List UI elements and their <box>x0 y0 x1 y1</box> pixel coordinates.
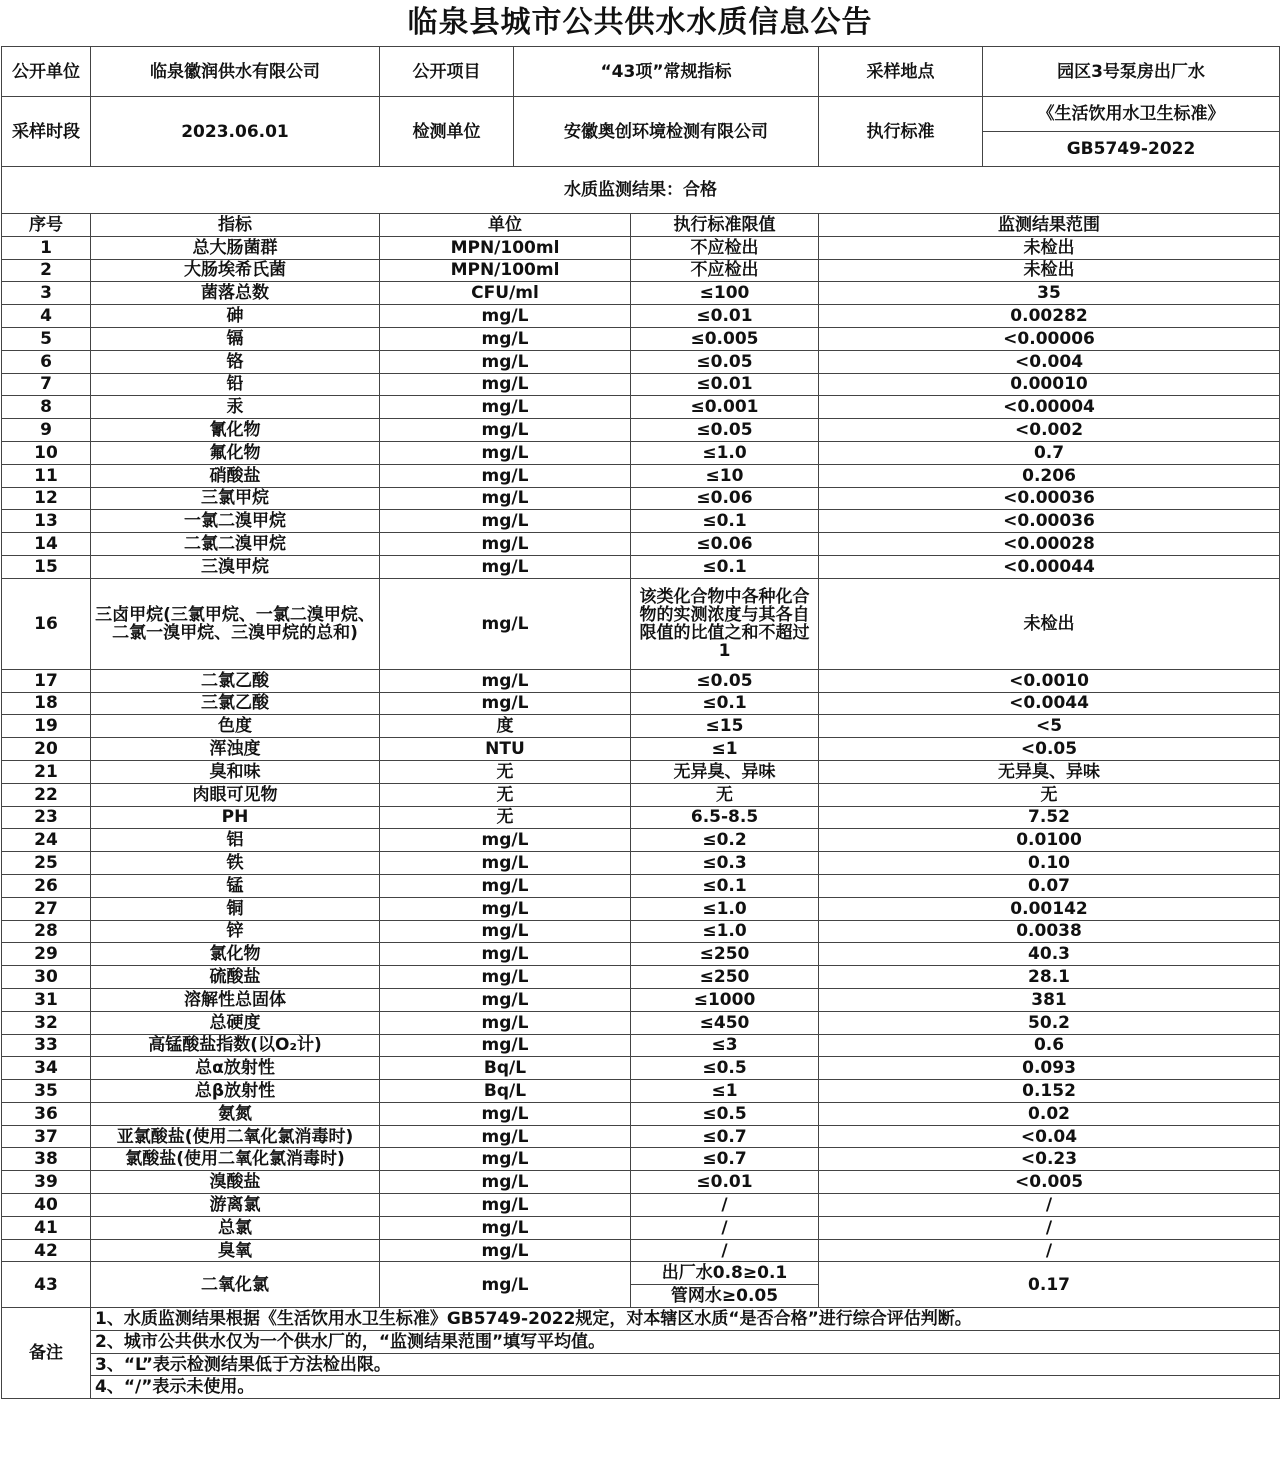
row-limit: ≤0.01 <box>631 305 819 328</box>
row-unit: NTU <box>380 738 631 761</box>
row-unit: mg/L <box>380 419 631 442</box>
table-row <box>2 396 1280 419</box>
row-unit: mg/L <box>380 852 631 875</box>
row-result: <0.23 <box>819 1148 1280 1171</box>
row-result: <0.00036 <box>819 487 1280 510</box>
row-indicator: 三卤甲烷(三氯甲烷、一氯二溴甲烷、二氯一溴甲烷、三溴甲烷的总和) <box>91 578 380 669</box>
table-row <box>2 1011 1280 1034</box>
row-limit: ≤250 <box>631 943 819 966</box>
table-row <box>2 578 1280 669</box>
row-indicator: 三溴甲烷 <box>91 555 380 578</box>
row-unit: mg/L <box>380 578 631 669</box>
row-limit: 该类化合物中各种化合物的实测浓度与其各自限值的比值之和不超过1 <box>631 578 819 669</box>
unit-label: 公开单位 <box>2 47 91 97</box>
info-row-1 <box>2 47 1280 97</box>
row-result: <0.004 <box>819 350 1280 373</box>
table-row <box>2 1171 1280 1194</box>
table-row <box>2 1080 1280 1103</box>
row-no: 11 <box>2 464 91 487</box>
row-unit: mg/L <box>380 897 631 920</box>
table-row <box>2 806 1280 829</box>
table-row <box>2 669 1280 692</box>
row-result: 未检出 <box>819 259 1280 282</box>
table-row <box>2 327 1280 350</box>
row-no: 7 <box>2 373 91 396</box>
row-result: 0.6 <box>819 1034 1280 1057</box>
row-unit: 度 <box>380 715 631 738</box>
row-no: 40 <box>2 1194 91 1217</box>
row-no: 26 <box>2 874 91 897</box>
row-unit: 无 <box>380 760 631 783</box>
table-row <box>2 350 1280 373</box>
row-limit: ≤1000 <box>631 988 819 1011</box>
table-row <box>2 1262 1280 1285</box>
row-result: <0.00036 <box>819 510 1280 533</box>
row-unit: MPN/100ml <box>380 236 631 259</box>
row-no: 35 <box>2 1080 91 1103</box>
table-row <box>2 1148 1280 1171</box>
page-title: 临泉县城市公共供水水质信息公告 <box>407 5 873 40</box>
row-no: 25 <box>2 852 91 875</box>
row-limit: ≤10 <box>631 464 819 487</box>
row-indicator: 亚氯酸盐(使用二氧化氯消毒时) <box>91 1125 380 1148</box>
row-no: 43 <box>2 1262 91 1308</box>
row-no: 38 <box>2 1148 91 1171</box>
row-unit: mg/L <box>380 920 631 943</box>
row-unit: 无 <box>380 806 631 829</box>
row-limit: ≤0.005 <box>631 327 819 350</box>
row-indicator: 总大肠菌群 <box>91 236 380 259</box>
row-result: / <box>819 1194 1280 1217</box>
row-limit: ≤0.5 <box>631 1102 819 1125</box>
row-limit: ≤0.05 <box>631 350 819 373</box>
row-no: 22 <box>2 783 91 806</box>
row-no: 28 <box>2 920 91 943</box>
note-row <box>2 1376 1280 1399</box>
row-result: 未检出 <box>819 236 1280 259</box>
row-limit: ≤100 <box>631 282 819 305</box>
row-indicator: 氯化物 <box>91 943 380 966</box>
row-indicator: 氟化物 <box>91 441 380 464</box>
table-row <box>2 1194 1280 1217</box>
site-value: 园区3号泵房出厂水 <box>983 47 1280 97</box>
std-label: 执行标准 <box>819 97 983 167</box>
row-limit: ≤1 <box>631 738 819 761</box>
row-unit: mg/L <box>380 1216 631 1239</box>
table-row <box>2 852 1280 875</box>
row-result: 0.0038 <box>819 920 1280 943</box>
row-result: / <box>819 1216 1280 1239</box>
row-unit: mg/L <box>380 464 631 487</box>
row-no: 34 <box>2 1057 91 1080</box>
table-row <box>2 555 1280 578</box>
row-indicator: 臭和味 <box>91 760 380 783</box>
row-no: 4 <box>2 305 91 328</box>
row-unit: mg/L <box>380 966 631 989</box>
row-result: 50.2 <box>819 1011 1280 1034</box>
row-no: 13 <box>2 510 91 533</box>
row-unit: mg/L <box>380 943 631 966</box>
row-unit: mg/L <box>380 441 631 464</box>
row-indicator: 三氯甲烷 <box>91 487 380 510</box>
table-row <box>2 510 1280 533</box>
row-result: 0.206 <box>819 464 1280 487</box>
row-limit-network: 管网水≥0.05 <box>631 1285 819 1308</box>
row-limit: ≤1 <box>631 1080 819 1103</box>
row-no: 2 <box>2 259 91 282</box>
row-limit: ≤0.3 <box>631 852 819 875</box>
row-limit: 不应检出 <box>631 236 819 259</box>
note-row <box>2 1353 1280 1376</box>
row-result: 0.02 <box>819 1102 1280 1125</box>
row-no: 41 <box>2 1216 91 1239</box>
table-row <box>2 692 1280 715</box>
row-result: 0.17 <box>819 1262 1280 1308</box>
row-result: 35 <box>819 282 1280 305</box>
info-row-2 <box>2 97 1280 132</box>
row-result: <0.00028 <box>819 533 1280 556</box>
table-row <box>2 715 1280 738</box>
row-unit: mg/L <box>380 1102 631 1125</box>
row-unit: mg/L <box>380 829 631 852</box>
row-no: 6 <box>2 350 91 373</box>
row-indicator: 铬 <box>91 350 380 373</box>
row-result: 40.3 <box>819 943 1280 966</box>
row-limit: / <box>631 1239 819 1262</box>
table-row <box>2 305 1280 328</box>
row-result: 0.152 <box>819 1080 1280 1103</box>
row-indicator: 二氯二溴甲烷 <box>91 533 380 556</box>
site-label: 采样地点 <box>819 47 983 97</box>
row-indicator: 溶解性总固体 <box>91 988 380 1011</box>
row-unit: mg/L <box>380 305 631 328</box>
result-line: 水质监测结果：合格 <box>2 167 1280 214</box>
row-result: 0.07 <box>819 874 1280 897</box>
row-indicator: 三氯乙酸 <box>91 692 380 715</box>
row-indicator: 一氯二溴甲烷 <box>91 510 380 533</box>
table-row <box>2 943 1280 966</box>
table-row <box>2 966 1280 989</box>
row-indicator: 总氯 <box>91 1216 380 1239</box>
row-limit: / <box>631 1216 819 1239</box>
row-result: <0.0010 <box>819 669 1280 692</box>
row-indicator: 溴酸盐 <box>91 1171 380 1194</box>
row-unit: mg/L <box>380 1239 631 1262</box>
row-result: <0.005 <box>819 1171 1280 1194</box>
table-row <box>2 236 1280 259</box>
row-limit: ≤0.06 <box>631 487 819 510</box>
row-result: 无 <box>819 783 1280 806</box>
row-indicator: 高锰酸盐指数(以O₂计) <box>91 1034 380 1057</box>
row-limit: ≤450 <box>631 1011 819 1034</box>
note-item: 2、城市公共供水仅为一个供水厂的，“监测结果范围”填写平均值。 <box>91 1330 1280 1353</box>
row-indicator: 游离氯 <box>91 1194 380 1217</box>
row-indicator: 臭氧 <box>91 1239 380 1262</box>
row-limit: ≤0.7 <box>631 1125 819 1148</box>
row-indicator: 氰化物 <box>91 419 380 442</box>
table-row <box>2 897 1280 920</box>
row-result: <0.04 <box>819 1125 1280 1148</box>
table-row <box>2 738 1280 761</box>
note-row <box>2 1330 1280 1353</box>
row-indicator: PH <box>91 806 380 829</box>
row-no: 1 <box>2 236 91 259</box>
row-indicator: 肉眼可见物 <box>91 783 380 806</box>
table-row <box>2 1102 1280 1125</box>
water-quality-table <box>1 46 1280 1399</box>
row-result: 0.0100 <box>819 829 1280 852</box>
row-indicator: 二氯乙酸 <box>91 669 380 692</box>
row-unit: mg/L <box>380 692 631 715</box>
table-row <box>2 282 1280 305</box>
row-limit: ≤1.0 <box>631 441 819 464</box>
row-limit: ≤0.1 <box>631 874 819 897</box>
time-label: 采样时段 <box>2 97 91 167</box>
row-result: <0.00004 <box>819 396 1280 419</box>
row-indicator: 氯酸盐(使用二氧化氯消毒时) <box>91 1148 380 1171</box>
row-unit: mg/L <box>380 327 631 350</box>
note-item: 4、“/”表示未使用。 <box>91 1376 1280 1399</box>
item-value: “43项”常规指标 <box>514 47 819 97</box>
row-no: 39 <box>2 1171 91 1194</box>
row-limit: ≤15 <box>631 715 819 738</box>
table-row <box>2 464 1280 487</box>
row-no: 32 <box>2 1011 91 1034</box>
row-limit: 无异臭、异味 <box>631 760 819 783</box>
row-limit: ≤0.01 <box>631 1171 819 1194</box>
notes-label: 备注 <box>2 1308 91 1399</box>
row-unit: mg/L <box>380 1194 631 1217</box>
row-no: 17 <box>2 669 91 692</box>
table-row <box>2 783 1280 806</box>
header-indicator: 指标 <box>91 214 380 237</box>
row-limit: ≤0.001 <box>631 396 819 419</box>
row-result: 0.10 <box>819 852 1280 875</box>
table-row <box>2 1034 1280 1057</box>
row-indicator: 硝酸盐 <box>91 464 380 487</box>
row-unit: mg/L <box>380 874 631 897</box>
lab-value: 安徽奥创环境检测有限公司 <box>514 97 819 167</box>
row-indicator: 二氧化氯 <box>91 1262 380 1308</box>
table-row <box>2 419 1280 442</box>
result-row <box>2 167 1280 214</box>
row-indicator: 铜 <box>91 897 380 920</box>
row-result: <0.05 <box>819 738 1280 761</box>
row-no: 8 <box>2 396 91 419</box>
row-result: 0.7 <box>819 441 1280 464</box>
table-row <box>2 373 1280 396</box>
table-row <box>2 829 1280 852</box>
row-no: 24 <box>2 829 91 852</box>
row-limit: ≤0.2 <box>631 829 819 852</box>
row-unit: mg/L <box>380 988 631 1011</box>
row-indicator: 锰 <box>91 874 380 897</box>
row-no: 12 <box>2 487 91 510</box>
row-indicator: 浑浊度 <box>91 738 380 761</box>
row-unit: mg/L <box>380 1148 631 1171</box>
row-no: 16 <box>2 578 91 669</box>
row-limit: ≤0.1 <box>631 510 819 533</box>
row-unit: mg/L <box>380 533 631 556</box>
row-unit: CFU/ml <box>380 282 631 305</box>
row-limit: / <box>631 1194 819 1217</box>
row-no: 5 <box>2 327 91 350</box>
row-no: 20 <box>2 738 91 761</box>
row-limit: ≤0.06 <box>631 533 819 556</box>
row-limit: ≤0.1 <box>631 555 819 578</box>
row-limit: ≤1.0 <box>631 897 819 920</box>
row-limit: ≤0.1 <box>631 692 819 715</box>
row-result: / <box>819 1239 1280 1262</box>
row-no: 18 <box>2 692 91 715</box>
row-limit: ≤0.05 <box>631 419 819 442</box>
row-result: 0.00282 <box>819 305 1280 328</box>
row-no: 36 <box>2 1102 91 1125</box>
table-row <box>2 1239 1280 1262</box>
row-no: 9 <box>2 419 91 442</box>
row-limit: ≤3 <box>631 1034 819 1057</box>
row-indicator: 砷 <box>91 305 380 328</box>
row-result: 0.093 <box>819 1057 1280 1080</box>
row-indicator: 镉 <box>91 327 380 350</box>
row-result: <0.0044 <box>819 692 1280 715</box>
table-row <box>2 533 1280 556</box>
row-unit: 无 <box>380 783 631 806</box>
header-row <box>2 214 1280 237</box>
row-no: 19 <box>2 715 91 738</box>
row-limit-plant: 出厂水0.8≥0.1 <box>631 1262 819 1285</box>
table-row <box>2 988 1280 1011</box>
note-item: 1、水质监测结果根据《生活饮用水卫生标准》GB5749-2022规定，对本辖区水质“是否合格”进行综合评估判断。 <box>91 1308 1280 1331</box>
header-result: 监测结果范围 <box>819 214 1280 237</box>
table-row <box>2 259 1280 282</box>
row-limit: ≤0.05 <box>631 669 819 692</box>
header-limit: 执行标准限值 <box>631 214 819 237</box>
row-result: <5 <box>819 715 1280 738</box>
table-row <box>2 874 1280 897</box>
row-unit: mg/L <box>380 1171 631 1194</box>
row-limit: 6.5-8.5 <box>631 806 819 829</box>
row-unit: mg/L <box>380 555 631 578</box>
row-no: 31 <box>2 988 91 1011</box>
row-unit: mg/L <box>380 350 631 373</box>
lab-label: 检测单位 <box>380 97 514 167</box>
row-unit: mg/L <box>380 396 631 419</box>
row-indicator: 菌落总数 <box>91 282 380 305</box>
note-item: 3、“L”表示检测结果低于方法检出限。 <box>91 1353 1280 1376</box>
row-result: 381 <box>819 988 1280 1011</box>
row-result: 0.00010 <box>819 373 1280 396</box>
row-no: 37 <box>2 1125 91 1148</box>
item-label: 公开项目 <box>380 47 514 97</box>
row-no: 21 <box>2 760 91 783</box>
table-row <box>2 1216 1280 1239</box>
row-indicator: 铁 <box>91 852 380 875</box>
table-row <box>2 1057 1280 1080</box>
row-no: 33 <box>2 1034 91 1057</box>
row-limit: ≤0.01 <box>631 373 819 396</box>
row-indicator: 铝 <box>91 829 380 852</box>
row-no: 27 <box>2 897 91 920</box>
row-no: 29 <box>2 943 91 966</box>
row-no: 10 <box>2 441 91 464</box>
row-limit: 无 <box>631 783 819 806</box>
row-result: 无异臭、异味 <box>819 760 1280 783</box>
row-indicator: 铅 <box>91 373 380 396</box>
row-unit: mg/L <box>380 1125 631 1148</box>
row-unit: mg/L <box>380 1034 631 1057</box>
row-unit: mg/L <box>380 669 631 692</box>
row-result: 28.1 <box>819 966 1280 989</box>
row-limit: 不应检出 <box>631 259 819 282</box>
table-row <box>2 487 1280 510</box>
row-limit: ≤250 <box>631 966 819 989</box>
row-limit: ≤0.7 <box>631 1148 819 1171</box>
row-unit: mg/L <box>380 487 631 510</box>
row-unit: MPN/100ml <box>380 259 631 282</box>
row-limit: ≤1.0 <box>631 920 819 943</box>
row-indicator: 大肠埃希氏菌 <box>91 259 380 282</box>
row-result: <0.00006 <box>819 327 1280 350</box>
row-limit: ≤0.5 <box>631 1057 819 1080</box>
table-row <box>2 920 1280 943</box>
row-result: 7.52 <box>819 806 1280 829</box>
row-unit: mg/L <box>380 1011 631 1034</box>
row-indicator: 总硬度 <box>91 1011 380 1034</box>
row-indicator: 色度 <box>91 715 380 738</box>
row-unit: Bq/L <box>380 1057 631 1080</box>
row-unit: mg/L <box>380 373 631 396</box>
table-row <box>2 441 1280 464</box>
row-no: 42 <box>2 1239 91 1262</box>
row-indicator: 锌 <box>91 920 380 943</box>
row-no: 14 <box>2 533 91 556</box>
row-no: 30 <box>2 966 91 989</box>
std-value-name: 《生活饮用水卫生标准》 <box>983 97 1280 132</box>
row-indicator: 汞 <box>91 396 380 419</box>
row-indicator: 总α放射性 <box>91 1057 380 1080</box>
row-no: 3 <box>2 282 91 305</box>
row-unit: mg/L <box>380 510 631 533</box>
std-value-code: GB5749-2022 <box>983 132 1280 167</box>
header-unit: 单位 <box>380 214 631 237</box>
note-row <box>2 1308 1280 1331</box>
row-indicator: 氨氮 <box>91 1102 380 1125</box>
row-result: <0.002 <box>819 419 1280 442</box>
unit-value: 临泉徽润供水有限公司 <box>91 47 380 97</box>
row-unit: Bq/L <box>380 1080 631 1103</box>
row-result: <0.00044 <box>819 555 1280 578</box>
row-indicator: 硫酸盐 <box>91 966 380 989</box>
time-value: 2023.06.01 <box>91 97 380 167</box>
row-unit: mg/L <box>380 1262 631 1308</box>
table-row <box>2 1125 1280 1148</box>
row-no: 15 <box>2 555 91 578</box>
header-no: 序号 <box>2 214 91 237</box>
row-no: 23 <box>2 806 91 829</box>
row-result: 0.00142 <box>819 897 1280 920</box>
row-indicator: 总β放射性 <box>91 1080 380 1103</box>
table-row <box>2 760 1280 783</box>
row-result: 未检出 <box>819 578 1280 669</box>
